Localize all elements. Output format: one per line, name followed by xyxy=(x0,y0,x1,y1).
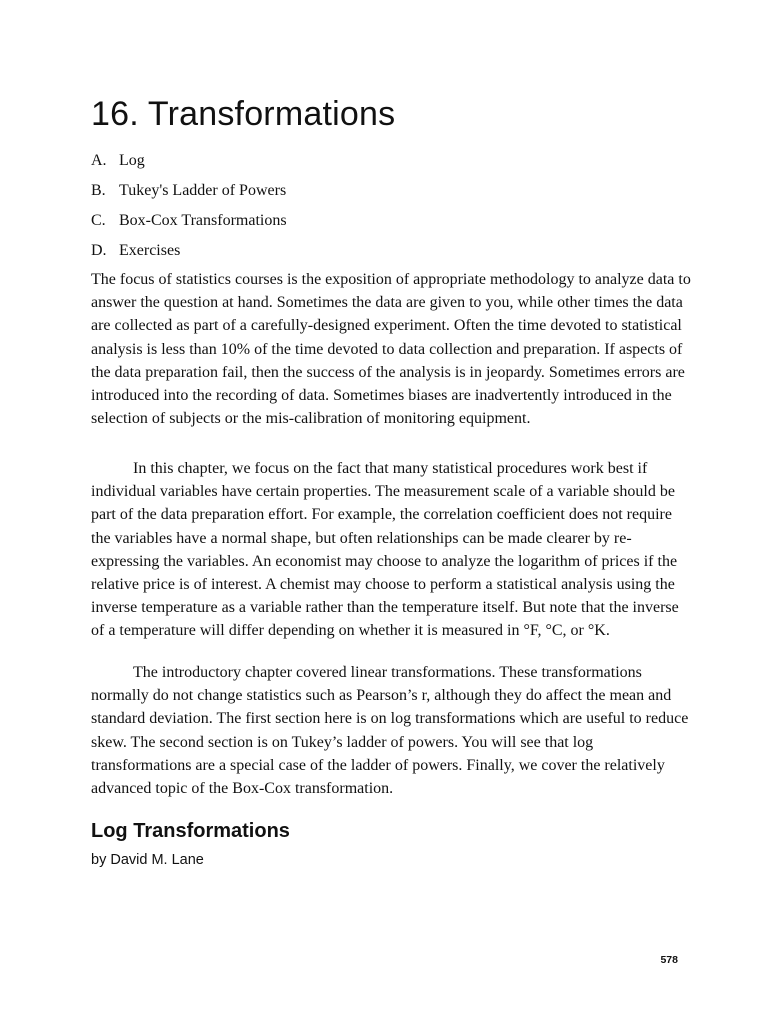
toc-letter: A. xyxy=(91,152,107,169)
table-of-contents xyxy=(91,150,287,270)
intro-paragraph-1: The focus of statistics courses is the exposition of appropriate methodology to analyze data to answer the question at hand. Sometimes the data are given to you, while other times the data are collected as part of a carefully-designed experiment. Often the time devoted to statistical analysis is less than 10% of the time devoted to data collection and preparation. If aspects of the data preparation fail, then the success of the analysis is in jeopardy. Sometimes errors are introduced into the recording of data. Sometimes biases are inadvertently introduced in the selection of subjects or the mis-calibration of monitoring equipment. xyxy=(91,271,691,428)
toc-letter: B. xyxy=(91,182,106,199)
toc-item-tukey[interactable] xyxy=(91,180,287,210)
toc-label: Log xyxy=(119,152,145,169)
toc-label: Exercises xyxy=(119,242,181,259)
page-number: 578 xyxy=(660,954,678,966)
toc-item-log[interactable] xyxy=(91,150,287,180)
intro-paragraph-2: In this chapter, we focus on the fact that many statistical procedures work best if individual variables have certain properties. The measurement scale of a variable should be part of the data preparation effort. For example, the correlation coefficient does not require the variables have a normal shape, but often relationships can be made clearer by re-expressing the variables. An economist may choose to analyze the logarithm of prices if the relative price is of interest. A chemist may choose to perform a statistical analysis using the inverse temperature as a variable rather than the temperature itself. But note that the inverse of a temperature will differ depending on whether it is measured in °F, °C, or °K. xyxy=(91,460,679,640)
toc-letter: D. xyxy=(91,242,107,259)
toc-label: Tukey's Ladder of Powers xyxy=(119,182,287,199)
toc-label: Box-Cox Transformations xyxy=(119,212,287,229)
toc-letter: C. xyxy=(91,212,106,229)
intro-paragraph-3: The introductory chapter covered linear transformations. These transformations normally do not change statistics such as Pearson’s r, although they do affect the mean and standard deviation. The first section here is on log transformations which are useful to reduce skew. The second section is on Tukey’s ladder of powers. You will see that log transformations are a special case of the ladder of powers. Finally, we cover the relatively advanced topic of the Box-Cox transformation. xyxy=(91,664,689,798)
section-heading: Log Transformations xyxy=(91,820,290,842)
chapter-title: 16. Transformations xyxy=(91,95,396,133)
toc-item-exercises[interactable] xyxy=(91,240,287,270)
author-byline: by David M. Lane xyxy=(91,852,204,868)
toc-item-box-cox[interactable] xyxy=(91,210,287,240)
